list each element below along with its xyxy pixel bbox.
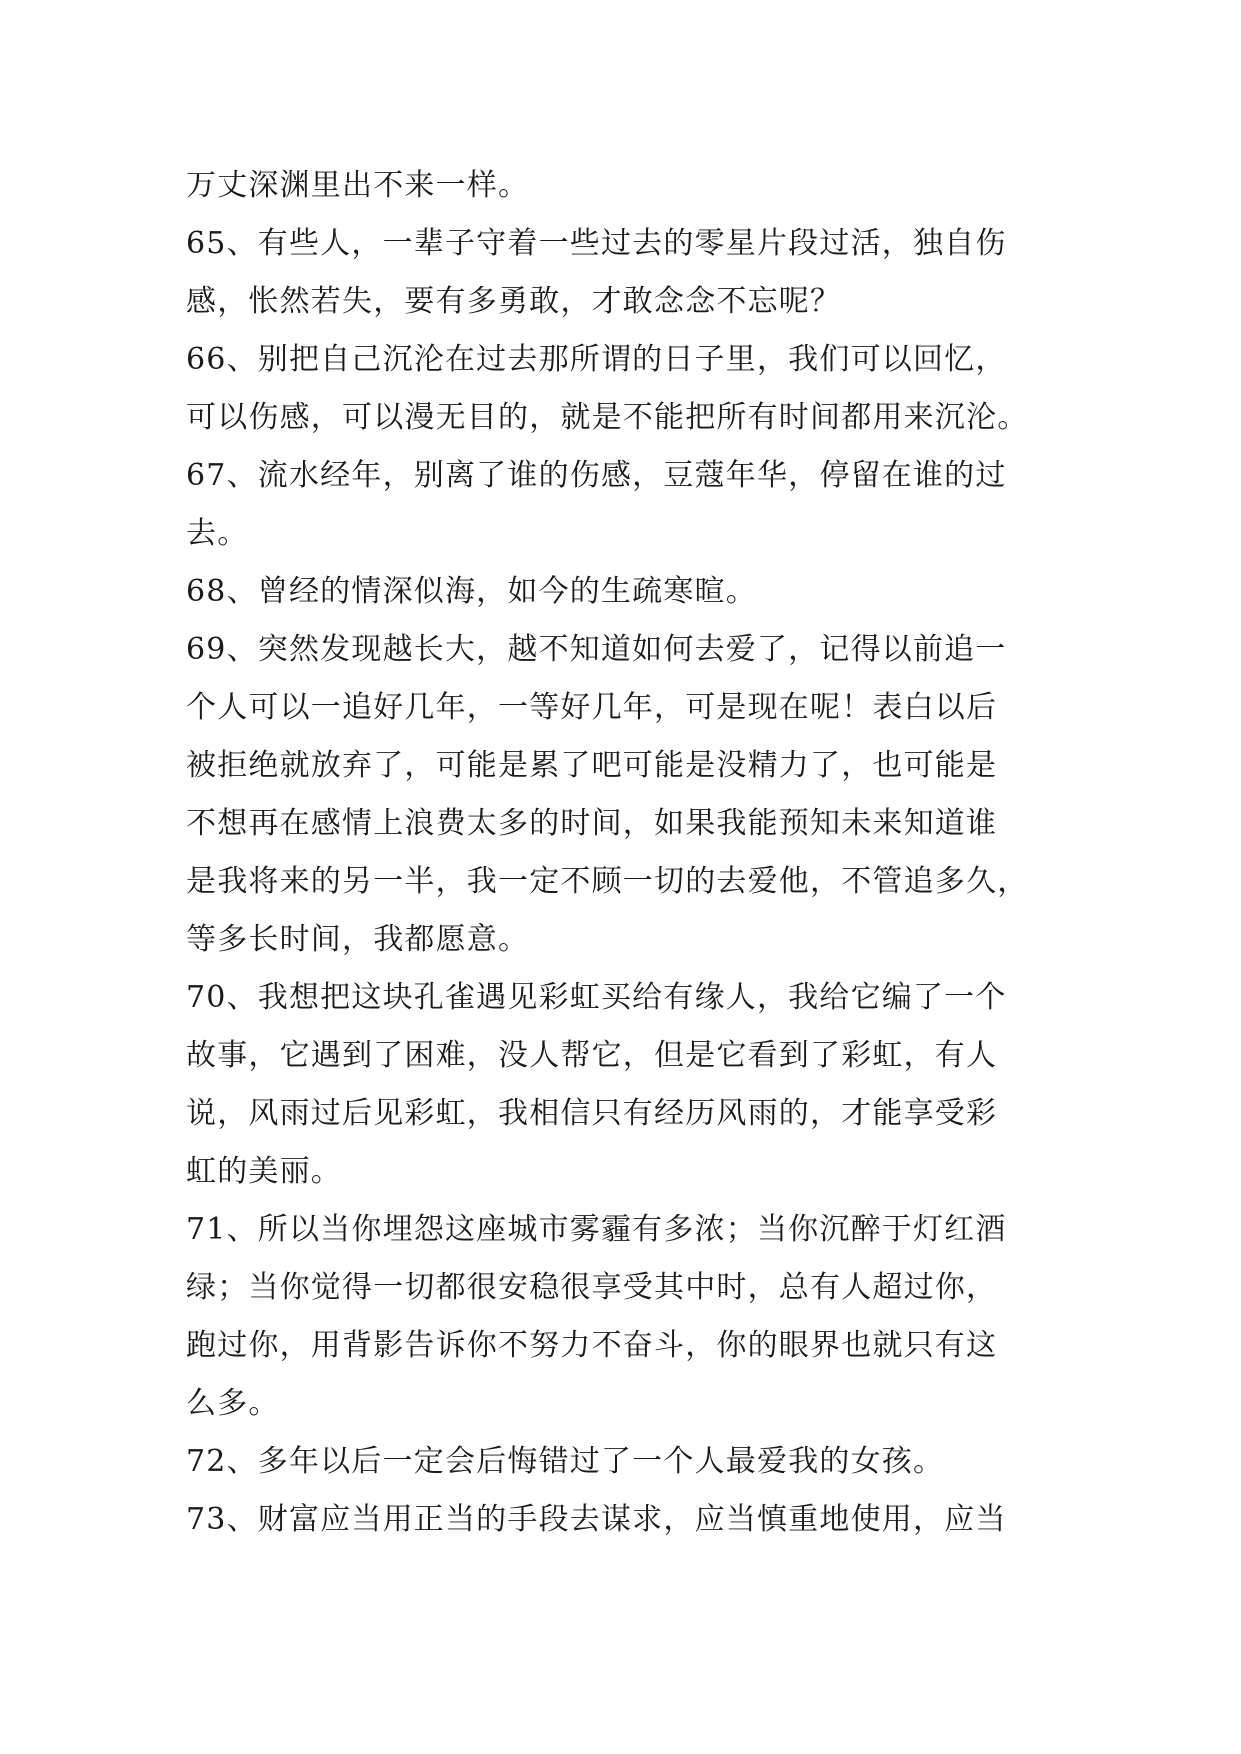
text-line: 不想再在感情上浪费太多的时间，如果我能预知未来知道谁: [186, 806, 998, 841]
text-line: 去。: [186, 516, 249, 551]
text-line: 72、多年以后一定会后悔错过了一个人最爱我的女孩。: [186, 1444, 945, 1479]
text-line: 感，怅然若失，要有多勇敢，才敢念念不忘呢？: [186, 284, 842, 319]
text-line: 被拒绝就放弃了，可能是累了吧可能是没精力了，也可能是: [186, 748, 998, 783]
text-line: 66、别把自己沉沦在过去那所谓的日子里，我们可以回忆，: [186, 342, 1007, 377]
text-line: 71、所以当你埋怨这座城市雾霾有多浓；当你沉醉于灯红酒: [186, 1212, 1007, 1247]
text-line: 绿；当你觉得一切都很安稳很享受其中时，总有人超过你，: [186, 1270, 998, 1305]
text-line: 故事，它遇到了困难，没人帮它，但是它看到了彩虹，有人: [186, 1038, 998, 1073]
text-line: 68、曾经的情深似海，如今的生疏寒暄。: [186, 574, 757, 609]
text-line: 个人可以一追好几年，一等好几年，可是现在呢！表白以后: [186, 690, 998, 725]
text-line: 说，风雨过后见彩虹，我相信只有经历风雨的，才能享受彩: [186, 1096, 998, 1131]
text-line: 67、流水经年，别离了谁的伤感，豆蔻年华，停留在谁的过: [186, 458, 1007, 493]
text-line: 70、我想把这块孔雀遇见彩虹买给有缘人，我给它编了一个: [186, 980, 1007, 1015]
text-line: 虹的美丽。: [186, 1154, 342, 1189]
text-line: 73、财富应当用正当的手段去谋求，应当慎重地使用，应当: [186, 1502, 1007, 1537]
text-line: 65、有些人，一辈子守着一些过去的零星片段过活，独自伤: [186, 226, 1007, 261]
text-line: 是我将来的另一半，我一定不顾一切的去爱他，不管追多久，: [186, 864, 1029, 899]
text-line: 跑过你，用背影告诉你不努力不奋斗，你的眼界也就只有这: [186, 1328, 998, 1363]
text-line: 等多长时间，我都愿意。: [186, 922, 530, 957]
text-line: 可以伤感，可以漫无目的，就是不能把所有时间都用来沉沦。: [186, 400, 1029, 435]
text-line: 么多。: [186, 1386, 280, 1421]
text-line: 69、突然发现越长大，越不知道如何去爱了，记得以前追一: [186, 632, 1007, 667]
text-line: 万丈深渊里出不来一样。: [186, 168, 530, 203]
